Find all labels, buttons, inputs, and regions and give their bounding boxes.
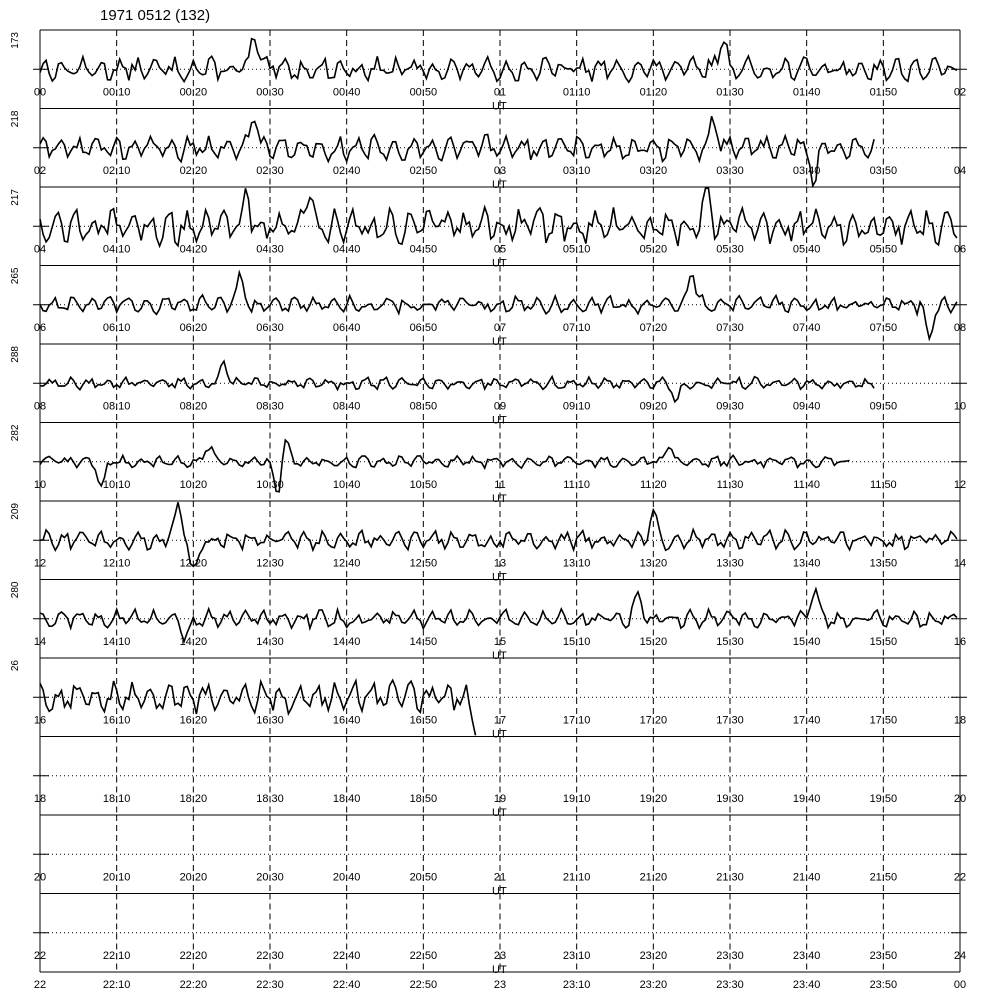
tick-label: 01:50 — [869, 86, 898, 99]
panel-y-label: 26 — [10, 660, 21, 672]
tick-label: 06:30 — [256, 322, 284, 334]
tick-label: 07 — [493, 322, 507, 334]
tick-label: 08 — [953, 322, 967, 334]
bottom-tick-label: 23 — [493, 979, 507, 991]
panel-y-label: 265 — [10, 267, 21, 285]
tick-label: 13:10 — [562, 557, 591, 570]
tick-label: 00:50 — [409, 86, 438, 99]
bottom-tick-label: 22:30 — [256, 979, 284, 991]
tick-label: 08 — [33, 400, 47, 413]
tick-label: 15:40 — [792, 636, 821, 648]
tick-label: 08:40 — [332, 400, 361, 413]
panel-1 — [10, 109, 967, 192]
tick-label: 04 — [33, 243, 47, 256]
bottom-tick-label: 22 — [33, 979, 47, 991]
bottom-tick-label: 22:40 — [332, 979, 361, 991]
panels-group — [10, 30, 967, 991]
ut-label: UT — [492, 571, 507, 584]
tick-label: 19 — [493, 793, 507, 805]
tick-label: 21:30 — [716, 871, 744, 884]
tick-label: 23:30 — [716, 950, 744, 962]
tick-label: 07:50 — [869, 322, 898, 334]
tick-label: 16:20 — [179, 714, 208, 727]
tick-label: 03:20 — [639, 165, 668, 177]
tick-label: 22:40 — [332, 950, 361, 962]
tick-label: 04 — [953, 165, 967, 177]
magnetic-trace — [40, 680, 476, 735]
tick-label: 10:10 — [102, 479, 131, 491]
tick-label: 00:20 — [179, 86, 208, 99]
tick-label: 14:40 — [332, 636, 361, 648]
tick-label: 21 — [493, 871, 507, 884]
tick-label: 17 — [493, 714, 507, 727]
bottom-tick-label: 22:10 — [102, 979, 131, 991]
tick-label: 22 — [953, 871, 967, 884]
tick-label: 08:10 — [102, 400, 131, 413]
tick-label: 04:30 — [256, 243, 284, 256]
tick-label: 12:20 — [179, 557, 208, 570]
tick-label: 17:10 — [562, 714, 591, 727]
tick-label: 21:40 — [792, 871, 821, 884]
tick-label: 11:40 — [793, 479, 821, 491]
tick-label: 10:20 — [179, 479, 208, 491]
panel-y-label: 218 — [10, 110, 21, 128]
tick-label: 12 — [33, 557, 47, 570]
panel-y-label: 280 — [10, 581, 21, 599]
tick-label: 08:30 — [256, 400, 284, 413]
tick-label: 09:20 — [639, 400, 668, 413]
ut-label: UT — [492, 964, 507, 976]
panel-y-label: 217 — [10, 189, 21, 206]
panel-9 — [33, 737, 967, 820]
panel-4 — [10, 344, 967, 427]
tick-label: 10 — [953, 400, 967, 413]
tick-label: 18:50 — [409, 793, 438, 805]
tick-label: 18:30 — [256, 793, 284, 805]
tick-label: 05 — [493, 243, 507, 256]
tick-label: 16:50 — [409, 714, 438, 727]
tick-label: 03:40 — [792, 165, 821, 177]
tick-label: 04:40 — [332, 243, 361, 256]
tick-label: 15 — [493, 636, 507, 648]
tick-label: 00:10 — [102, 86, 131, 99]
tick-label: 13 — [493, 557, 507, 570]
tick-label: 16:10 — [102, 714, 131, 727]
tick-label: 18 — [953, 714, 967, 727]
tick-label: 10:50 — [409, 479, 438, 491]
tick-label: 13:50 — [869, 557, 898, 570]
tick-label: 20 — [33, 871, 47, 884]
tick-label: 03:30 — [716, 165, 744, 177]
tick-label: 12:30 — [256, 557, 284, 570]
tick-label: 01:10 — [562, 86, 591, 99]
panel-11 — [33, 894, 967, 977]
tick-label: 14:20 — [179, 636, 208, 648]
tick-label: 22:20 — [179, 950, 208, 962]
tick-label: 07:30 — [716, 322, 744, 334]
ut-label: UT — [492, 885, 507, 898]
tick-label: 04:10 — [102, 243, 131, 256]
tick-label: 08:20 — [179, 400, 208, 413]
tick-label: 17:20 — [639, 714, 668, 727]
magnetic-trace — [40, 361, 874, 402]
tick-label: 01 — [493, 86, 507, 99]
tick-label: 23:20 — [639, 950, 668, 962]
tick-label: 16:30 — [256, 714, 284, 727]
panel-0 — [10, 30, 967, 113]
tick-label: 21:20 — [639, 871, 668, 884]
tick-label: 09:50 — [869, 400, 898, 413]
tick-label: 20:20 — [179, 871, 208, 884]
tick-label: 19:50 — [869, 793, 898, 805]
tick-label: 11:10 — [563, 479, 591, 491]
ut-label: UT — [492, 650, 507, 662]
bottom-tick-label: 00 — [953, 979, 967, 991]
magnetic-trace — [40, 39, 957, 82]
bottom-tick-label: 22:50 — [409, 979, 438, 991]
tick-label: 12 — [953, 479, 967, 491]
tick-label: 11:20 — [639, 479, 667, 491]
tick-label: 19:40 — [792, 793, 821, 805]
tick-label: 23:50 — [869, 950, 898, 962]
tick-label: 14 — [953, 557, 967, 570]
tick-label: 15:10 — [562, 636, 591, 648]
bottom-tick-label: 23:20 — [639, 979, 668, 991]
tick-label: 21:50 — [869, 871, 898, 884]
tick-label: 02:20 — [179, 165, 208, 177]
panel-10 — [33, 815, 967, 898]
bottom-tick-label: 23:10 — [562, 979, 591, 991]
tick-label: 11:30 — [716, 479, 744, 491]
tick-label: 14:30 — [256, 636, 284, 648]
tick-label: 20:40 — [332, 871, 361, 884]
tick-label: 16:40 — [332, 714, 361, 727]
tick-label: 12:50 — [409, 557, 438, 570]
tick-label: 11 — [494, 479, 506, 491]
bottom-tick-label: 23:30 — [716, 979, 744, 991]
bottom-tick-label: 23:50 — [869, 979, 898, 991]
tick-label: 12:40 — [332, 557, 361, 570]
tick-label: 02:50 — [409, 165, 438, 177]
tick-label: 06 — [953, 243, 967, 256]
tick-label: 07:10 — [562, 322, 591, 334]
tick-label: 17:50 — [869, 714, 898, 727]
tick-label: 19:20 — [639, 793, 668, 805]
tick-label: 18:20 — [179, 793, 208, 805]
tick-label: 08:50 — [409, 400, 438, 413]
tick-label: 10 — [33, 479, 47, 491]
tick-label: 05:10 — [562, 243, 591, 256]
tick-label: 22:10 — [102, 950, 131, 962]
tick-label: 13:40 — [792, 557, 821, 570]
tick-label: 18:40 — [332, 793, 361, 805]
tick-label: 18:10 — [102, 793, 131, 805]
tick-label: 02:40 — [332, 165, 361, 177]
tick-label: 02 — [33, 165, 47, 177]
tick-label: 01:40 — [792, 86, 821, 99]
tick-label: 22:30 — [256, 950, 284, 962]
tick-label: 02:30 — [256, 165, 284, 177]
tick-label: 09:30 — [716, 400, 744, 413]
ut-label: UT — [492, 179, 507, 191]
chart-title: 1971 0512 (132) — [100, 7, 211, 24]
tick-label: 17:40 — [792, 714, 821, 727]
tick-label: 11:50 — [869, 479, 897, 491]
magnetic-trace — [40, 116, 874, 186]
tick-label: 13:20 — [639, 557, 668, 570]
tick-label: 22:50 — [409, 950, 438, 962]
tick-label: 04:20 — [179, 243, 208, 256]
ut-label: UT — [492, 728, 507, 741]
panel-y-label: 173 — [10, 32, 21, 49]
tick-label: 05:30 — [716, 243, 744, 256]
tick-label: 06:20 — [179, 322, 208, 334]
ut-label: UT — [492, 100, 507, 113]
tick-label: 20:30 — [256, 871, 284, 884]
ut-label: UT — [492, 414, 507, 427]
panel-6 — [10, 501, 967, 584]
ut-label: UT — [492, 493, 507, 505]
tick-label: 23 — [493, 950, 507, 962]
tick-label: 10:30 — [256, 479, 284, 491]
panel-8 — [10, 658, 967, 741]
tick-label: 22 — [33, 950, 47, 962]
panel-3 — [10, 266, 967, 349]
tick-label: 17:30 — [716, 714, 744, 727]
tick-label: 10:40 — [332, 479, 361, 491]
tick-label: 15:50 — [869, 636, 898, 648]
tick-label: 15:30 — [716, 636, 744, 648]
tick-label: 00 — [33, 86, 47, 99]
tick-label: 23:10 — [562, 950, 591, 962]
tick-label: 03:10 — [562, 165, 591, 177]
tick-label: 09:40 — [792, 400, 821, 413]
panel-7 — [10, 580, 967, 663]
tick-label: 01:20 — [639, 86, 668, 99]
tick-label: 07:40 — [792, 322, 821, 334]
ut-label: UT — [492, 257, 507, 270]
bottom-tick-label: 23:40 — [792, 979, 821, 991]
tick-label: 01:30 — [716, 86, 744, 99]
tick-label: 05:20 — [639, 243, 668, 256]
panel-y-label: 209 — [10, 503, 21, 520]
tick-label: 16 — [33, 714, 47, 727]
tick-label: 04:50 — [409, 243, 438, 256]
tick-label: 16 — [953, 636, 967, 648]
tick-label: 06:50 — [409, 322, 438, 334]
tick-label: 09:10 — [562, 400, 591, 413]
tick-label: 06 — [33, 322, 47, 334]
panel-2 — [10, 187, 967, 270]
tick-label: 23:40 — [792, 950, 821, 962]
tick-label: 05:50 — [869, 243, 898, 256]
tick-label: 20:10 — [102, 871, 131, 884]
panel-y-label: 288 — [10, 346, 21, 363]
tick-label: 06:40 — [332, 322, 361, 334]
tick-label: 24 — [953, 950, 967, 962]
tick-label: 14:10 — [102, 636, 131, 648]
tick-label: 06:10 — [102, 322, 131, 334]
tick-label: 03 — [493, 165, 507, 177]
ut-label: UT — [492, 807, 507, 819]
tick-label: 02:10 — [102, 165, 131, 177]
tick-label: 19:10 — [562, 793, 591, 805]
bottom-tick-label: 22:20 — [179, 979, 208, 991]
magnetic-trace — [40, 589, 957, 641]
ut-label: UT — [492, 336, 507, 348]
tick-label: 15:20 — [639, 636, 668, 648]
tick-label: 21:10 — [562, 871, 591, 884]
tick-label: 09 — [493, 400, 507, 413]
tick-label: 07:20 — [639, 322, 668, 334]
tick-label: 18 — [33, 793, 47, 805]
tick-label: 03:50 — [869, 165, 898, 177]
tick-label: 12:10 — [102, 557, 131, 570]
magnetic-trace — [40, 188, 957, 246]
tick-label: 05:40 — [792, 243, 821, 256]
tick-label: 00:40 — [332, 86, 361, 99]
tick-label: 20:50 — [409, 871, 438, 884]
panel-y-label: 282 — [10, 424, 21, 442]
panel-5 — [10, 423, 967, 506]
tick-label: 20 — [953, 793, 967, 805]
tick-label: 00:30 — [256, 86, 284, 99]
tick-label: 13:30 — [716, 557, 744, 570]
tick-label: 14:50 — [409, 636, 438, 648]
tick-label: 14 — [33, 636, 47, 648]
tick-label: 19:30 — [716, 793, 744, 805]
tick-label: 02 — [953, 86, 967, 99]
